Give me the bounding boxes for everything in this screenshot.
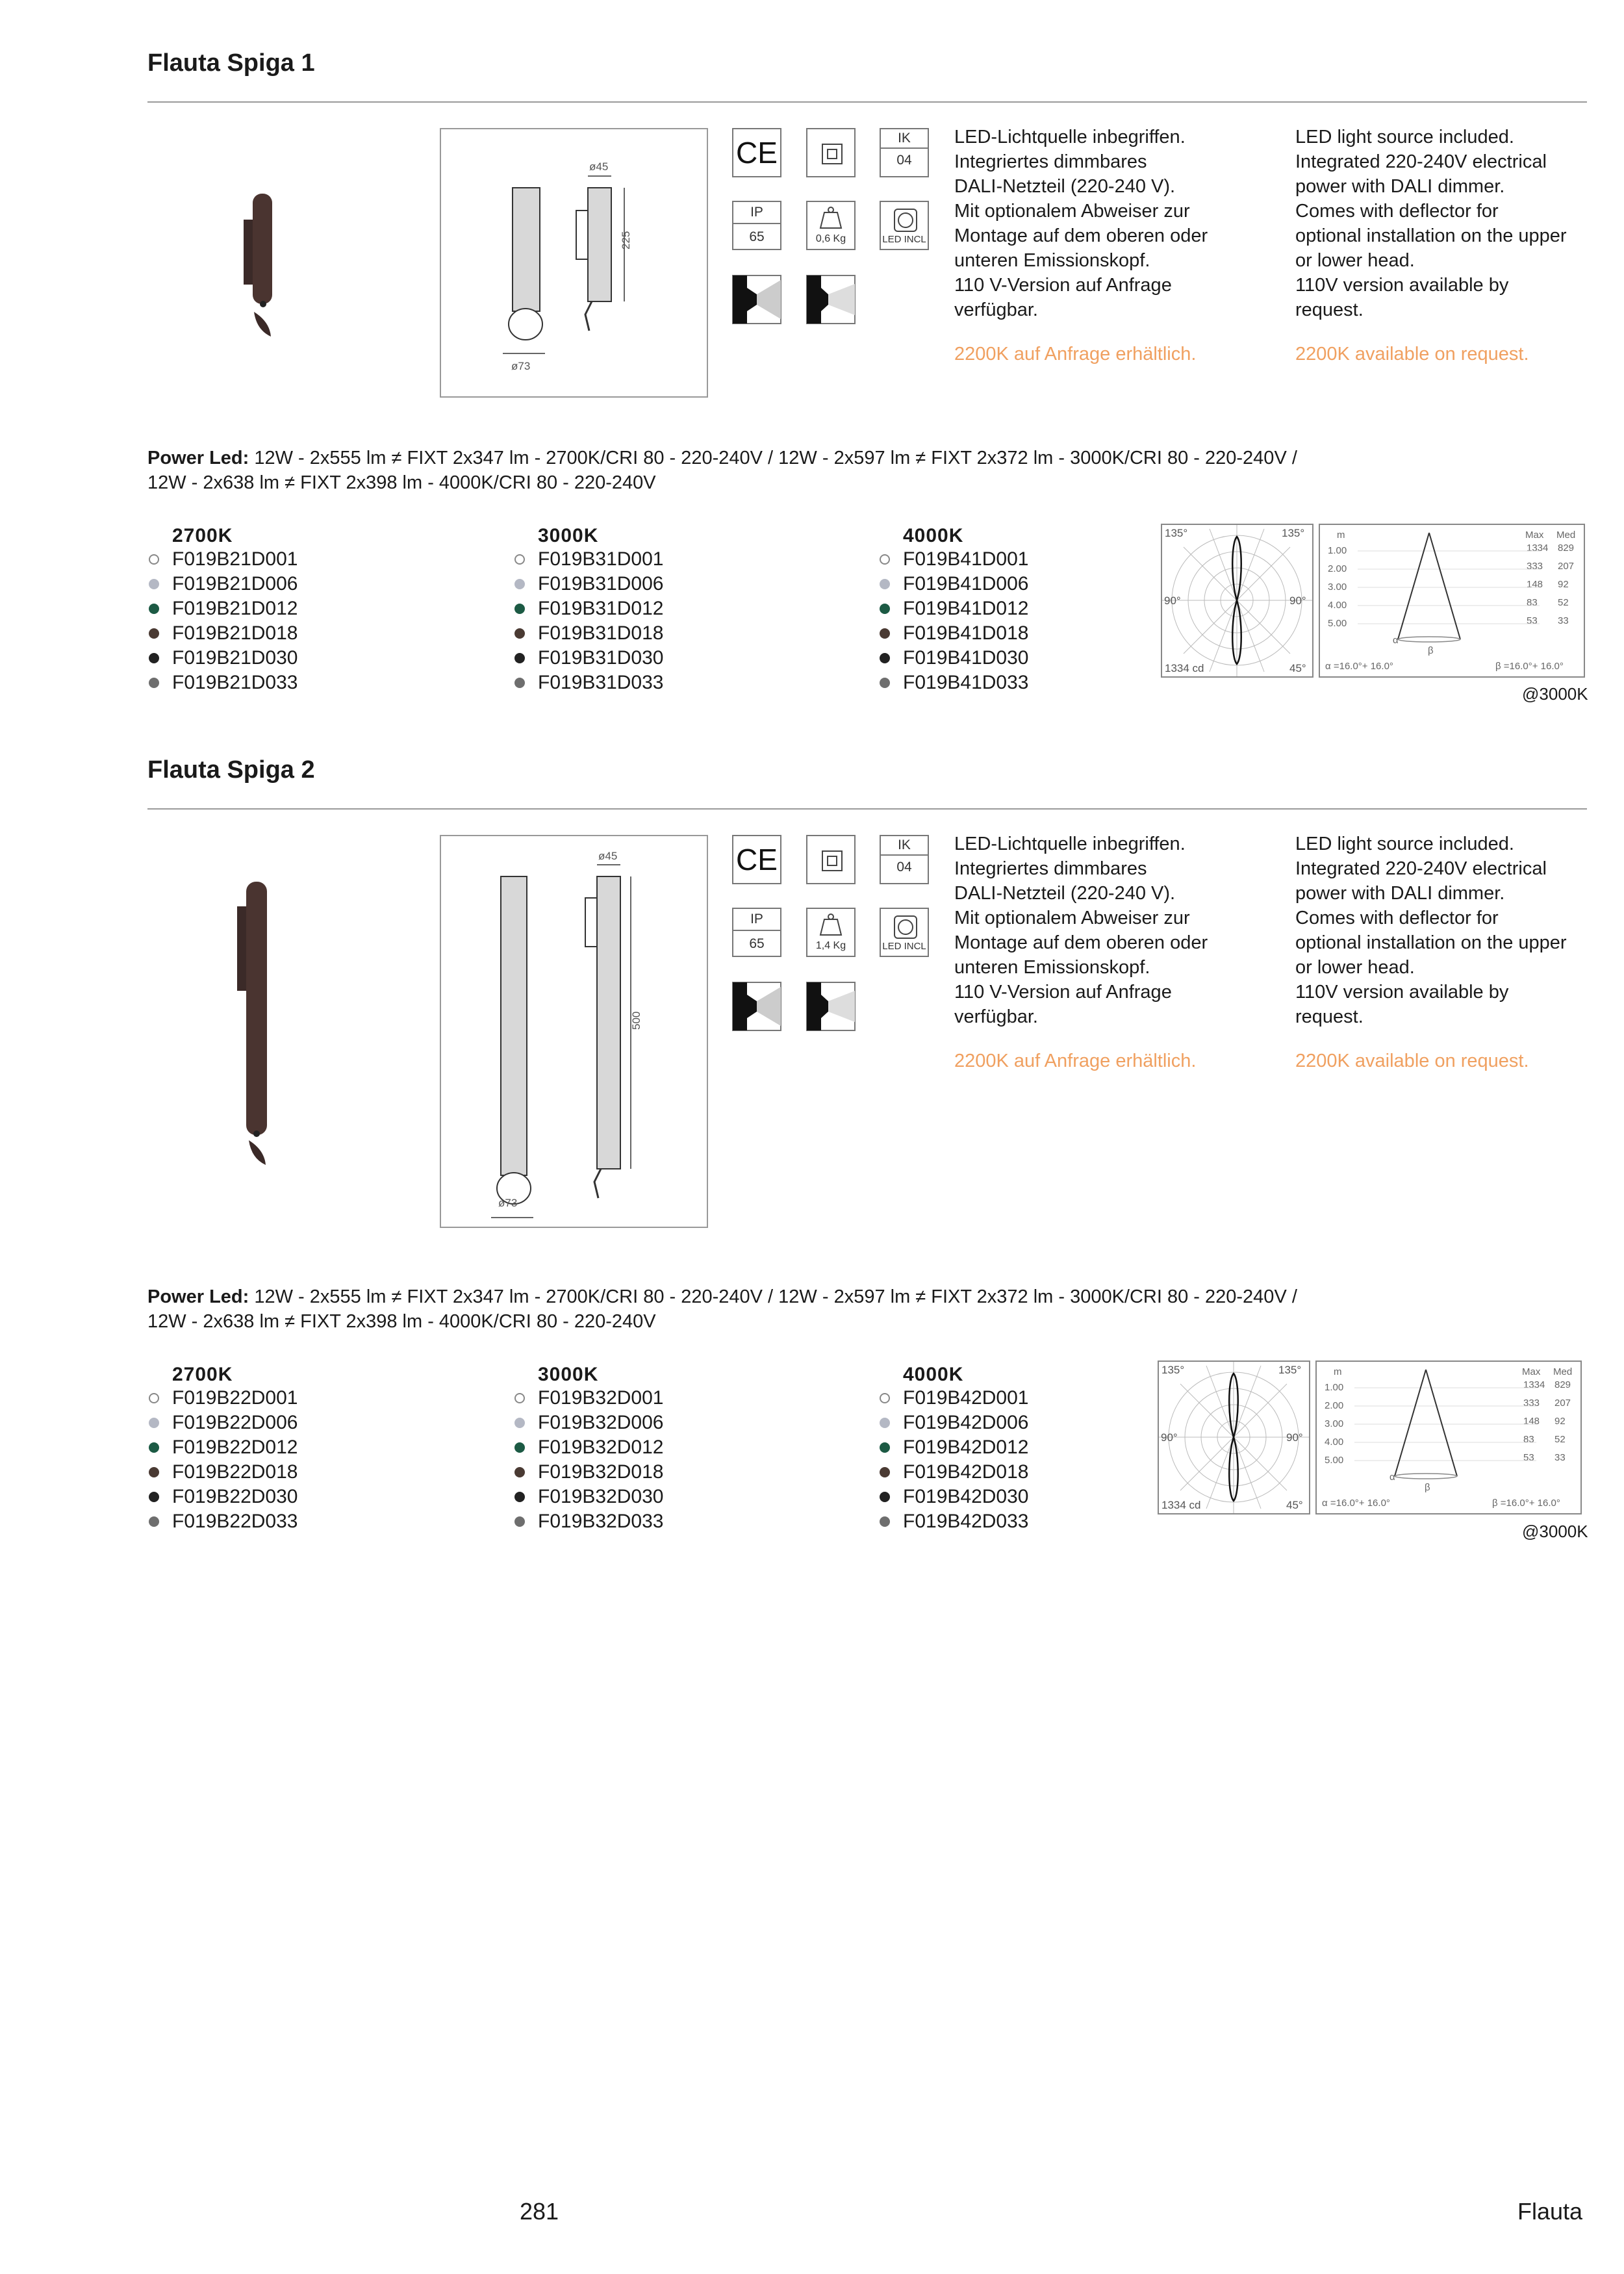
code-row: F019B32D030	[513, 1485, 663, 1509]
ik-value: 04	[896, 153, 912, 168]
svg-text:1.00: 1.00	[1328, 545, 1347, 556]
code-row: F019B31D033	[513, 671, 663, 695]
ce-mark-icon: CE	[732, 128, 781, 177]
svg-text:3.00: 3.00	[1328, 581, 1347, 593]
variant-column-1-2700: 2700K F019B21D001 F019B21D006 F019B21D012 F019B21D018 F019B21D030 F019B21D033	[147, 525, 298, 695]
code-row: F019B21D030	[147, 646, 298, 671]
section-1-rule	[147, 101, 1587, 103]
polar-label-ml: 90°	[1161, 1431, 1178, 1444]
svg-text:5.00: 5.00	[1328, 618, 1347, 629]
product-photo-2	[231, 874, 296, 1166]
description-en-1: LED light source included. Integrated 220-240V electrical power with DALI dimmer. Comes with deflector for optional installation on the upper or lower head. 110V version available by request.	[1295, 127, 1567, 320]
ik-label: IK	[881, 836, 928, 856]
power-specs-1: Power Led: 12W - 2x555 lm ≠ FIXT 2x347 lm - 2700K/CRI 80 - 220-240V / 12W - 2x597 lm ≠ FIXT 2x372 lm - 3000K/CRI 80 - 220-240V / 12W - 2x638 lm ≠ FIXT 2x398 lm - 4000K/CRI 80 - 220-240V	[147, 448, 1297, 493]
cone-diagram-1	[1319, 524, 1585, 678]
svg-text:92: 92	[1554, 1416, 1566, 1427]
polar-label-bl: 1334 cd	[1161, 1499, 1201, 1511]
code-row: F019B42D018	[878, 1460, 1028, 1485]
svg-text:1334: 1334	[1527, 543, 1549, 554]
power-specs-2: Power Led: 12W - 2x555 lm ≠ FIXT 2x347 lm - 2700K/CRI 80 - 220-240V / 12W - 2x597 lm ≠ FIXT 2x372 lm - 3000K/CRI 80 - 220-240V / 12W - 2x638 lm ≠ FIXT 2x398 lm - 4000K/CRI 80 - 220-240V	[147, 1286, 1297, 1332]
ik-rating	[880, 128, 929, 177]
variant-column-2-3000: 3000K F019B32D001 F019B32D006 F019B32D012 F019B32D018 F019B32D030 F019B32D033	[513, 1364, 663, 1534]
note-en-2: 2200K available on request.	[1295, 1051, 1529, 1071]
section-2-rule	[147, 808, 1587, 810]
polar-diagram-1	[1161, 524, 1313, 678]
svg-text:3.00: 3.00	[1325, 1418, 1344, 1429]
svg-text:α: α	[1389, 1472, 1395, 1483]
dim-bottom-2: ø73	[498, 1197, 518, 1209]
svg-text:β =16.0°+ 16.0°: β =16.0°+ 16.0°	[1492, 1498, 1560, 1509]
code-row: F019B21D033	[147, 671, 298, 695]
description-en-2: LED light source included. Integrated 220-240V electrical power with DALI dimmer. Comes with deflector for optional installation on the upper or lower head. 110V version available by request.	[1295, 834, 1567, 1027]
lamp-tube	[246, 882, 267, 1135]
svg-text:Med: Med	[1556, 530, 1576, 541]
description-de-2: LED-Lichtquelle inbegriffen. Integriertes dimmbares DALI-Netzteil (220-240 V). Mit optionalem Abweiser zur Montage auf dem oberen oder unteren Emissionskopf. 110 V-Version auf Anfrage verfügbar.	[954, 834, 1208, 1027]
svg-text:α =16.0°+ 16.0°: α =16.0°+ 16.0°	[1325, 661, 1393, 672]
svg-text:83: 83	[1527, 597, 1538, 608]
code-row: F019B22D033	[147, 1509, 298, 1534]
ip-rating	[732, 908, 781, 957]
svg-text:5.00: 5.00	[1325, 1455, 1344, 1466]
ik-label: IK	[881, 129, 928, 149]
svg-text:53: 53	[1523, 1452, 1534, 1463]
photometry-note-1: @3000K	[1522, 684, 1588, 704]
dim-top-2: ø45	[598, 850, 618, 862]
polar-label-tr: 135°	[1282, 527, 1305, 539]
code-row: F019B31D018	[513, 621, 663, 646]
lamp-tube	[253, 194, 272, 304]
technical-drawing-2	[440, 835, 708, 1228]
weight-icon	[806, 908, 856, 957]
polar-label-bl: 1334 cd	[1165, 662, 1204, 674]
led-incl-icon	[880, 201, 929, 250]
svg-text:1.00: 1.00	[1325, 1382, 1344, 1393]
code-row: F019B41D018	[878, 621, 1028, 646]
svg-text:m: m	[1337, 530, 1345, 541]
svg-text:4.00: 4.00	[1325, 1437, 1344, 1448]
svg-text:β =16.0°+ 16.0°: β =16.0°+ 16.0°	[1495, 661, 1564, 672]
variant-column-2-2700: 2700K F019B22D001 F019B22D006 F019B22D012 F019B22D018 F019B22D030 F019B22D033	[147, 1364, 298, 1534]
section-1-title: Flauta Spiga 1	[147, 49, 315, 77]
polar-label-tl: 135°	[1161, 1364, 1185, 1376]
variant-column-1-3000: 3000K F019B31D001 F019B31D006 F019B31D012 F019B31D018 F019B31D030 F019B31D033	[513, 525, 663, 695]
polar-label-mr: 90°	[1289, 594, 1306, 607]
ip-label: IP	[733, 202, 780, 224]
code-row: F019B21D006	[147, 572, 298, 596]
polar-diagram-2	[1158, 1361, 1310, 1514]
svg-text:52: 52	[1558, 597, 1569, 608]
code-row: F019B31D030	[513, 646, 663, 671]
svg-text:2.00: 2.00	[1325, 1400, 1344, 1411]
code-row: F019B41D001	[878, 547, 1028, 572]
polar-label-mr: 90°	[1286, 1431, 1303, 1444]
ce-mark-icon: CE	[732, 835, 781, 884]
wall-bracket	[244, 220, 253, 285]
svg-text:Max: Max	[1522, 1366, 1541, 1377]
weight-value: 1,4 Kg	[815, 940, 846, 951]
polar-label-br: 45°	[1286, 1499, 1303, 1511]
ik-value: 04	[896, 860, 912, 875]
lamp-lens	[260, 301, 266, 307]
svg-text:83: 83	[1523, 1434, 1534, 1445]
dim-bottom-1: ø73	[511, 360, 531, 372]
code-row: F019B32D006	[513, 1411, 663, 1435]
code-row: F019B21D001	[147, 547, 298, 572]
svg-text:333: 333	[1527, 561, 1543, 572]
polar-label-tr: 135°	[1278, 1364, 1302, 1376]
code-row: F019B41D012	[878, 596, 1028, 621]
ip-rating	[732, 201, 781, 250]
code-row: F019B32D033	[513, 1509, 663, 1534]
svg-text:33: 33	[1558, 615, 1569, 626]
svg-text:53: 53	[1527, 615, 1538, 626]
svg-text:α: α	[1393, 635, 1399, 646]
svg-text:207: 207	[1558, 561, 1575, 572]
code-row: F019B31D012	[513, 596, 663, 621]
code-row: F019B41D006	[878, 572, 1028, 596]
polar-label-ml: 90°	[1164, 594, 1181, 607]
weight-value: 0,6 Kg	[815, 233, 846, 244]
note-de-2: 2200K auf Anfrage erhältlich.	[954, 1051, 1197, 1071]
svg-text:1334: 1334	[1523, 1379, 1545, 1390]
deflector	[249, 1140, 266, 1165]
svg-text:829: 829	[1554, 1379, 1571, 1390]
svg-text:92: 92	[1558, 579, 1569, 590]
technical-drawing-1	[440, 128, 708, 398]
section-2-title: Flauta Spiga 2	[147, 756, 315, 784]
page-family-name: Flauta	[1517, 2198, 1583, 2225]
svg-text:148: 148	[1523, 1416, 1540, 1427]
code-row: F019B42D012	[878, 1435, 1028, 1460]
dim-top-1: ø45	[589, 160, 609, 173]
polar-label-br: 45°	[1289, 662, 1306, 674]
photometry-note-2: @3000K	[1522, 1522, 1588, 1541]
class-2-icon	[806, 835, 856, 884]
dim-height-2: 500	[630, 1011, 642, 1030]
page-number: 281	[520, 2198, 559, 2225]
ip-value: 65	[749, 936, 765, 951]
wall-bracket	[237, 906, 246, 991]
variant-column-2-4000: 4000K F019B42D001 F019B42D006 F019B42D012 F019B42D018 F019B42D030 F019B42D033	[878, 1364, 1028, 1534]
svg-text:148: 148	[1527, 579, 1543, 590]
code-row: F019B21D012	[147, 596, 298, 621]
code-row: F019B22D030	[147, 1485, 298, 1509]
ik-rating	[880, 835, 929, 884]
code-row: F019B22D018	[147, 1460, 298, 1485]
code-row: F019B22D006	[147, 1411, 298, 1435]
lamp-lens	[253, 1131, 260, 1137]
svg-text:33: 33	[1554, 1452, 1566, 1463]
note-de-1: 2200K auf Anfrage erhältlich.	[954, 344, 1197, 364]
code-row: F019B42D033	[878, 1509, 1028, 1534]
svg-text:Med: Med	[1553, 1366, 1573, 1377]
technical-drawing-1-svg	[441, 129, 707, 396]
emission-side-icon	[806, 275, 856, 324]
code-row: F019B22D012	[147, 1435, 298, 1460]
variant-column-1-4000: 4000K F019B41D001 F019B41D006 F019B41D012 F019B41D018 F019B41D030 F019B41D033	[878, 525, 1028, 695]
code-row: F019B41D033	[878, 671, 1028, 695]
technical-drawing-2-svg	[441, 836, 707, 1227]
ip-value: 65	[749, 229, 765, 244]
ip-label: IP	[733, 909, 780, 931]
class-2-icon	[806, 128, 856, 177]
svg-text:4.00: 4.00	[1328, 600, 1347, 611]
svg-text:m: m	[1334, 1366, 1342, 1377]
svg-text:β: β	[1425, 1482, 1430, 1493]
code-row: F019B31D006	[513, 572, 663, 596]
code-row: F019B21D018	[147, 621, 298, 646]
emission-up-down-icon	[732, 275, 781, 324]
code-row: F019B31D001	[513, 547, 663, 572]
svg-text:β: β	[1428, 645, 1434, 656]
svg-text:α =16.0°+ 16.0°: α =16.0°+ 16.0°	[1322, 1498, 1390, 1509]
code-row: F019B22D001	[147, 1386, 298, 1411]
svg-text:207: 207	[1554, 1398, 1571, 1409]
emission-side-icon	[806, 982, 856, 1031]
note-en-1: 2200K available on request.	[1295, 344, 1529, 364]
deflector	[254, 312, 271, 337]
code-row: F019B32D001	[513, 1386, 663, 1411]
description-de-1: LED-Lichtquelle inbegriffen. Integriertes dimmbares DALI-Netzteil (220-240 V). Mit optionalem Abweiser zur Montage auf dem oberen oder unteren Emissionskopf. 110 V-Version auf Anfrage verfügbar.	[954, 127, 1208, 320]
svg-text:333: 333	[1523, 1398, 1540, 1409]
svg-text:829: 829	[1558, 543, 1575, 554]
code-row: F019B32D012	[513, 1435, 663, 1460]
code-row: F019B32D018	[513, 1460, 663, 1485]
dim-height-1: 225	[620, 231, 632, 249]
svg-text:52: 52	[1554, 1434, 1566, 1445]
cone-diagram-2	[1315, 1361, 1582, 1514]
led-incl-label: LED INCL	[882, 234, 926, 245]
product-photo-1	[231, 188, 296, 344]
code-row: F019B42D001	[878, 1386, 1028, 1411]
weight-icon	[806, 201, 856, 250]
code-row: F019B42D030	[878, 1485, 1028, 1509]
emission-up-down-icon	[732, 982, 781, 1031]
code-row: F019B41D030	[878, 646, 1028, 671]
svg-text:Max: Max	[1525, 530, 1544, 541]
led-incl-icon	[880, 908, 929, 957]
led-incl-label: LED INCL	[882, 941, 926, 952]
svg-text:2.00: 2.00	[1328, 563, 1347, 574]
code-row: F019B42D006	[878, 1411, 1028, 1435]
polar-label-tl: 135°	[1165, 527, 1188, 539]
